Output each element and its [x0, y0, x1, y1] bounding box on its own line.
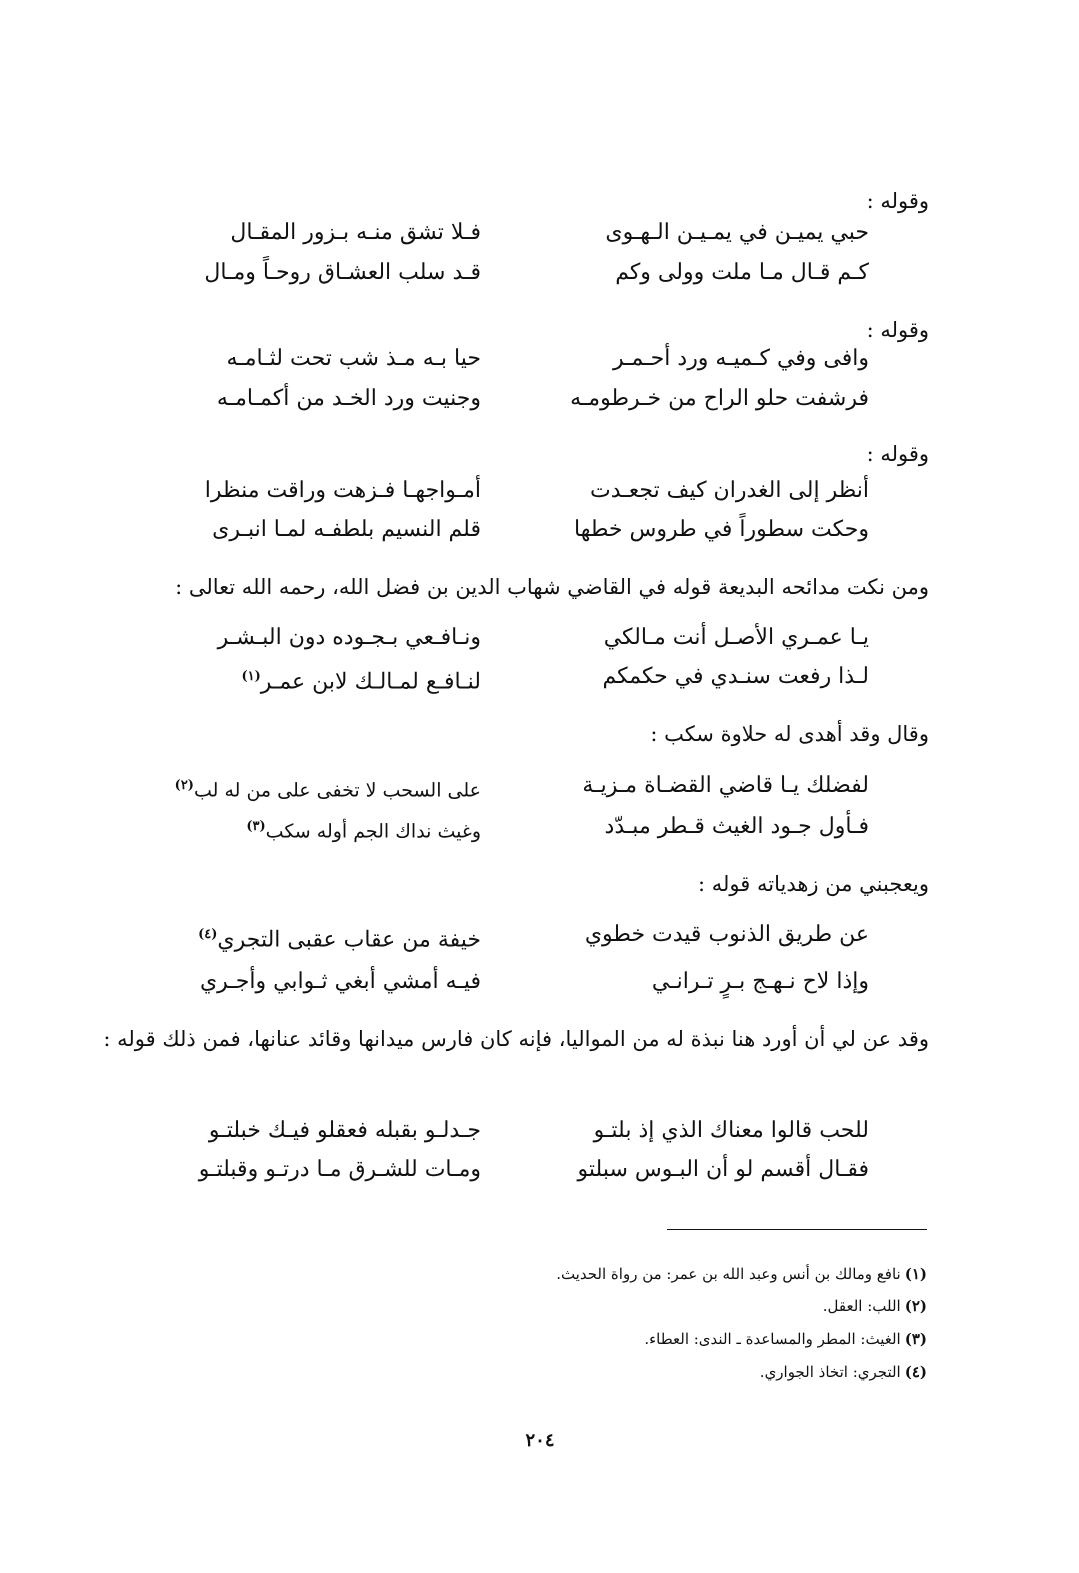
- verse-hemistich: وجنيت ورد الخـد من أكمـامـه: [216, 386, 481, 411]
- verse-hemistich: أنظر إلى الغدران كيف تجعـدت: [590, 478, 869, 503]
- footnote-text: اللب: العقل.: [822, 1297, 901, 1315]
- intro-line: وقوله :: [866, 318, 929, 342]
- verse-hemistich: فـلا تشق منـه بـزور المقـال: [230, 220, 481, 245]
- verse-hemistich: يـا عمـري الأصـل أنت مـالكي: [603, 625, 869, 650]
- verse-hemistich: ونـافـعي بـجـوده دون البـشـر: [217, 625, 481, 650]
- verse-hemistich: [151, 812, 481, 846]
- prose-paragraph: وقد عن لي أن أورد هنا نبذة له من المواليا، فإنه كان فارس ميدانها وقائد عنانها، فمن ذلك قوله :: [103, 1027, 929, 1051]
- footnote-text: نافع ومالك بن أنس وعبد الله بن عمر: من رواة الحديث.: [556, 1265, 901, 1283]
- verse-hemistich: عن طريق الذنوب قيدت خطوي: [584, 922, 869, 947]
- verse-hemistich: [151, 662, 481, 697]
- footnote: [644, 1328, 927, 1350]
- verse-hemistich: وحكت سطوراً في طروس خطها: [573, 517, 869, 542]
- footnote-number: (١): [904, 1265, 927, 1283]
- intro-line: وقال وقد أهدى له حلاوة سكب :: [650, 722, 929, 746]
- page-number: ٢٠٤: [525, 1430, 555, 1451]
- footnote-text: الغيث: المطر والمساعدة ـ الندى: العطاء.: [644, 1330, 901, 1348]
- intro-line: وقوله :: [866, 189, 929, 213]
- intro-line: ومن نكت مدائحه البديعة قوله في القاضي شهاب الدين بن فضل الله، رحمه الله تعالى :: [175, 575, 929, 599]
- verse-hemistich: كـم قـال مـا ملت وولى وكم: [615, 260, 869, 285]
- verse-hemistich: فرشفت حلو الراح من خـرطومـه: [570, 386, 869, 411]
- verse-text: لنـافـع لمـالـك لابن عمـر: [260, 669, 481, 695]
- verse-hemistich: حيا بـه مـذ شب تحت لثـامـه: [226, 346, 481, 371]
- verse-hemistich: فقـال أقسم لو أن البـوس سبلتو: [577, 1157, 869, 1182]
- footnote-ref: (٢): [174, 778, 194, 793]
- verse-hemistich: لفضلك يـا قاضي القضـاة مـزيـة: [582, 773, 869, 798]
- footnote-ref: (٤): [198, 927, 218, 942]
- intro-line: ويعجبني من زهدياته قوله :: [698, 872, 929, 896]
- footnote: [760, 1361, 927, 1383]
- verse-hemistich: جـدلـو بقبله فعقلو فيـك خبلتـو: [208, 1118, 481, 1143]
- footnote-divider: [667, 1229, 927, 1230]
- verse-hemistich: قلم النسيم بلطفـه لمـا انبـرى: [212, 517, 481, 542]
- verse-hemistich: وإذا لاح نـهـج بـرٍ تـرانـي: [651, 969, 869, 994]
- footnote-number: (٤): [904, 1363, 927, 1381]
- footnote-number: (٣): [904, 1330, 927, 1348]
- verse-hemistich: [151, 920, 481, 955]
- verse-hemistich: قـد سلب العشـاق روحـاً ومـال: [204, 260, 481, 285]
- footnote: [823, 1295, 927, 1317]
- verse-hemistich: حبي يميـن في يمـيـن الـهـوى: [605, 220, 869, 245]
- verse-hemistich: فـأول جـود الغيث قـطر مبـدّد: [604, 814, 869, 839]
- verse-hemistich: فيـه أمشي أبغي ثـوابي وأجـري: [199, 969, 481, 994]
- intro-line: وقوله :: [866, 442, 929, 466]
- footnote-text: التجري: اتخاذ الجواري.: [759, 1363, 901, 1381]
- footnote-number: (٢): [904, 1297, 927, 1315]
- verse-text: خيفة من عقاب عقبى التجري: [217, 927, 481, 953]
- verse-hemistich: لـذا رفعت سنـدي في حكمكم: [602, 664, 869, 689]
- footnote: [556, 1263, 927, 1285]
- verse-hemistich: ومـات للشـرق مـا درتـو وقبلتـو: [198, 1157, 481, 1182]
- footnote-ref: (٣): [246, 819, 266, 834]
- verse-hemistich: أمـواجهـا فـزهت وراقت منظرا: [204, 478, 481, 503]
- verse-text: على السحب لا تخفى على من له لب: [193, 779, 481, 802]
- footnote-ref: (١): [241, 669, 261, 684]
- verse-hemistich: وافى وفي كـميـه ورد أحـمـر: [612, 346, 869, 371]
- verse-hemistich: للحب قالوا معناك الذي إذ بلتـو: [593, 1118, 869, 1143]
- verse-hemistich: [151, 771, 481, 805]
- verse-text: وغيث نداك الجم أوله سكب: [265, 820, 481, 843]
